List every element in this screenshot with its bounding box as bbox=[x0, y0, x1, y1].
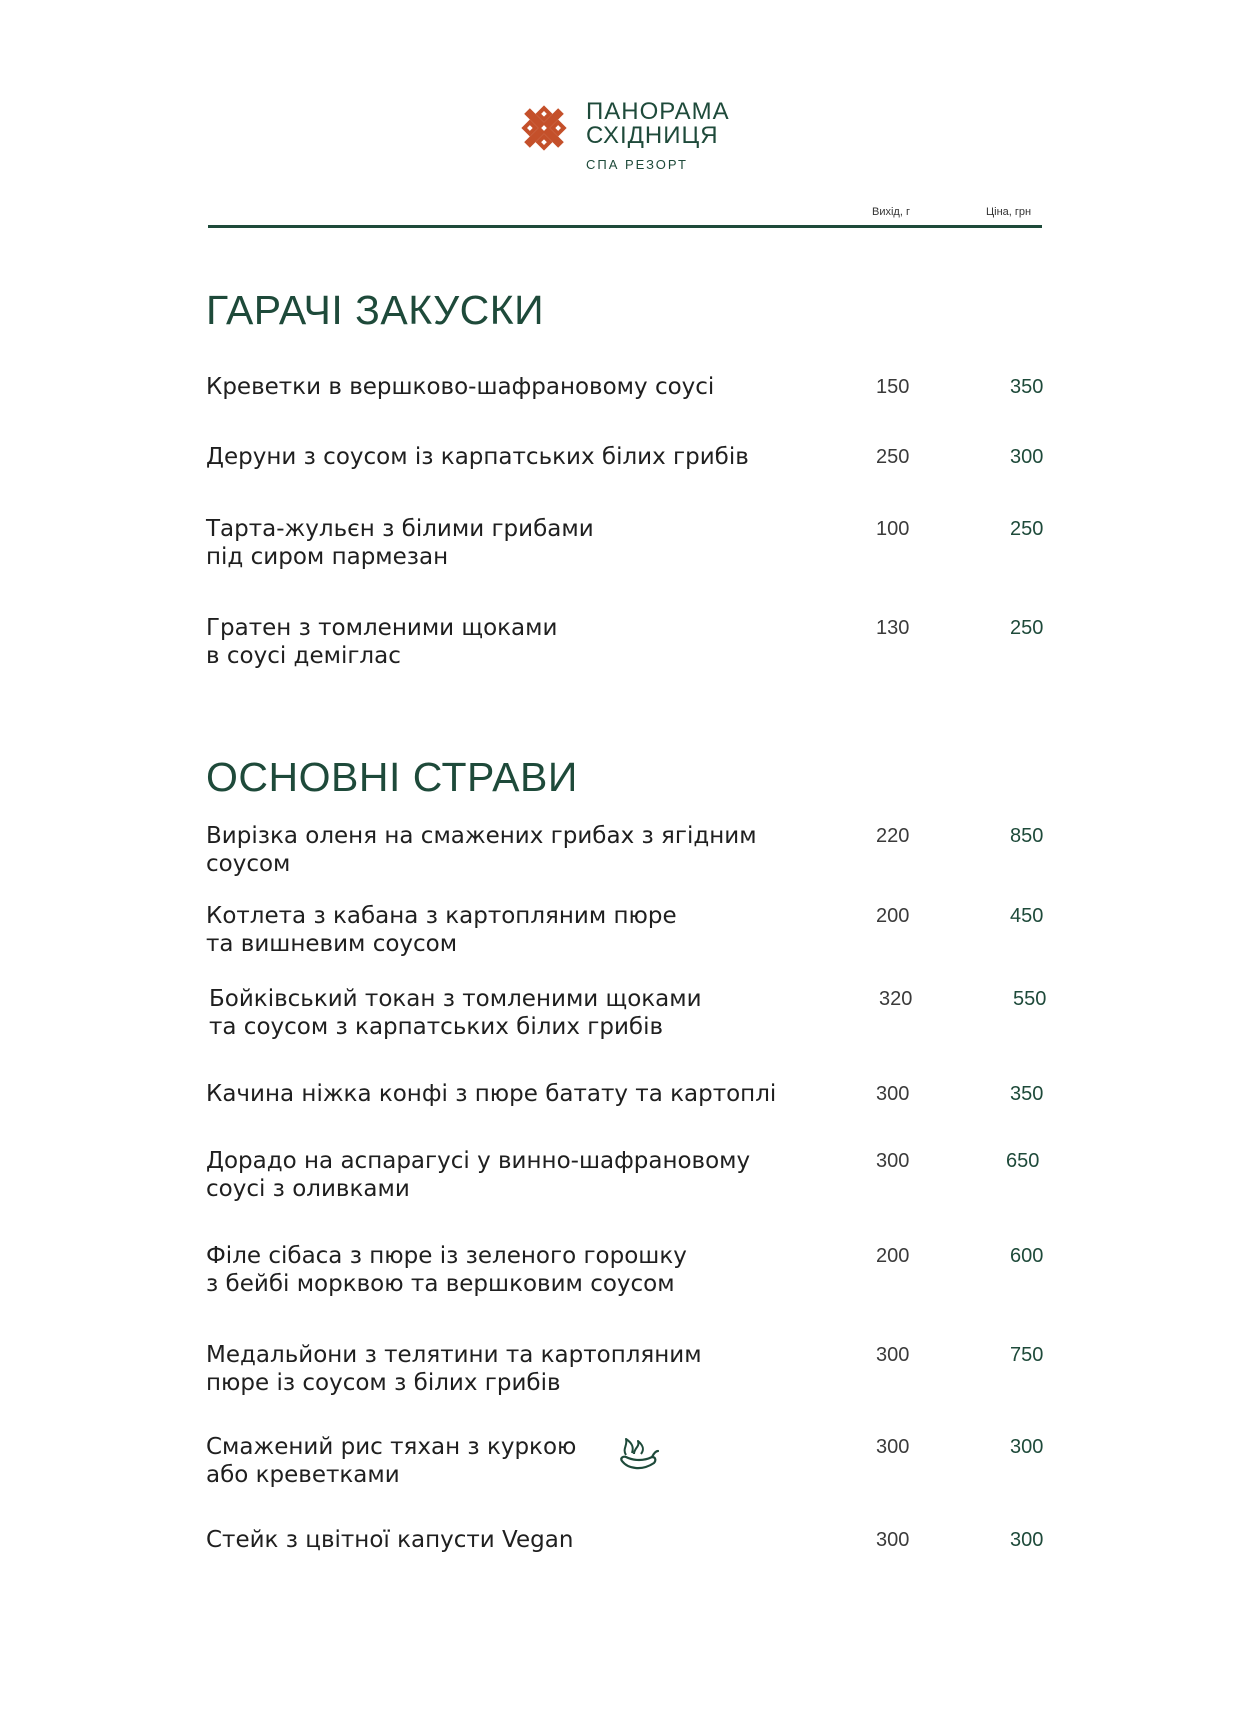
item-price: 250 bbox=[1010, 617, 1044, 639]
item-name: Котлета з кабана з картопляним пюре та вишневим соусом bbox=[206, 903, 677, 957]
item-price: 750 bbox=[1010, 1344, 1044, 1366]
item-price: 850 bbox=[1010, 825, 1044, 847]
item-name: Гратен з томленими щоками в соусі деміглас bbox=[206, 615, 558, 669]
item-weight: 300 bbox=[876, 1529, 910, 1551]
item-price: 550 bbox=[1013, 988, 1047, 1010]
item-price: 300 bbox=[1010, 1529, 1044, 1551]
item-weight: 150 bbox=[876, 376, 910, 398]
brand-logo bbox=[512, 96, 742, 176]
header-divider bbox=[208, 225, 1042, 228]
item-price: 600 bbox=[1010, 1245, 1044, 1267]
item-name: Вирізка оленя на смажених грибах з ягідним соусом bbox=[206, 823, 757, 877]
item-weight: 300 bbox=[876, 1083, 910, 1105]
item-weight: 250 bbox=[876, 446, 910, 468]
item-name: Медальйони з телятини та картопляним пюре із соусом з білих грибів bbox=[206, 1342, 702, 1396]
item-weight: 130 bbox=[876, 617, 910, 639]
item-name: Деруни з соусом із карпатських білих грибів bbox=[206, 444, 749, 470]
weight-column-header: Вихід, г bbox=[872, 206, 910, 218]
item-name: Філе сібаса з пюре із зеленого горошку з бейбі морквою та вершковим соусом bbox=[206, 1243, 687, 1297]
item-name: Креветки в вершково-шафрановому соусі bbox=[206, 374, 715, 400]
brand-line-2: СХІДНИЦЯ bbox=[586, 122, 719, 149]
item-name: Стейк з цвітної капусти Vegan bbox=[206, 1527, 574, 1553]
item-weight: 300 bbox=[876, 1150, 910, 1172]
item-price: 300 bbox=[1010, 1436, 1044, 1458]
item-name: Бойківський токан з томленими щоками та соусом з карпатських білих грибів bbox=[209, 986, 702, 1040]
price-column-header: Ціна, грн bbox=[986, 206, 1032, 218]
item-weight: 300 bbox=[876, 1344, 910, 1366]
item-price: 350 bbox=[1010, 1083, 1044, 1105]
section-title-hot-appetizers: ГАРАЧІ ЗАКУСКИ bbox=[206, 287, 545, 333]
item-price: 300 bbox=[1010, 446, 1044, 468]
item-weight: 100 bbox=[876, 518, 910, 540]
item-name: Смажений рис тяхан з куркою або креветками bbox=[206, 1434, 577, 1488]
ornament-logo-icon bbox=[512, 96, 576, 160]
item-weight: 320 bbox=[879, 988, 913, 1010]
section-title-main-dishes: ОСНОВНІ СТРАВИ bbox=[206, 754, 578, 800]
item-name: Тарта-жульєн з білими грибами під сиром пармезан bbox=[206, 516, 594, 570]
item-price: 250 bbox=[1010, 518, 1044, 540]
item-weight: 200 bbox=[876, 1245, 910, 1267]
item-price: 650 bbox=[1006, 1150, 1040, 1172]
item-weight: 300 bbox=[876, 1436, 910, 1458]
item-name: Дорадо на аспарагусі у винно-шафрановому соусі з оливками bbox=[206, 1148, 751, 1202]
brand-line-1: ПАНОРАМА bbox=[586, 98, 730, 125]
item-price: 350 bbox=[1010, 376, 1044, 398]
brand-subtitle: СПА РЕЗОРТ bbox=[586, 157, 688, 172]
item-name: Качина ніжка конфі з пюре батату та картоплі bbox=[206, 1081, 777, 1107]
item-weight: 200 bbox=[876, 905, 910, 927]
item-weight: 220 bbox=[876, 825, 910, 847]
item-price: 450 bbox=[1010, 905, 1044, 927]
chili-pepper-icon bbox=[614, 1433, 660, 1479]
